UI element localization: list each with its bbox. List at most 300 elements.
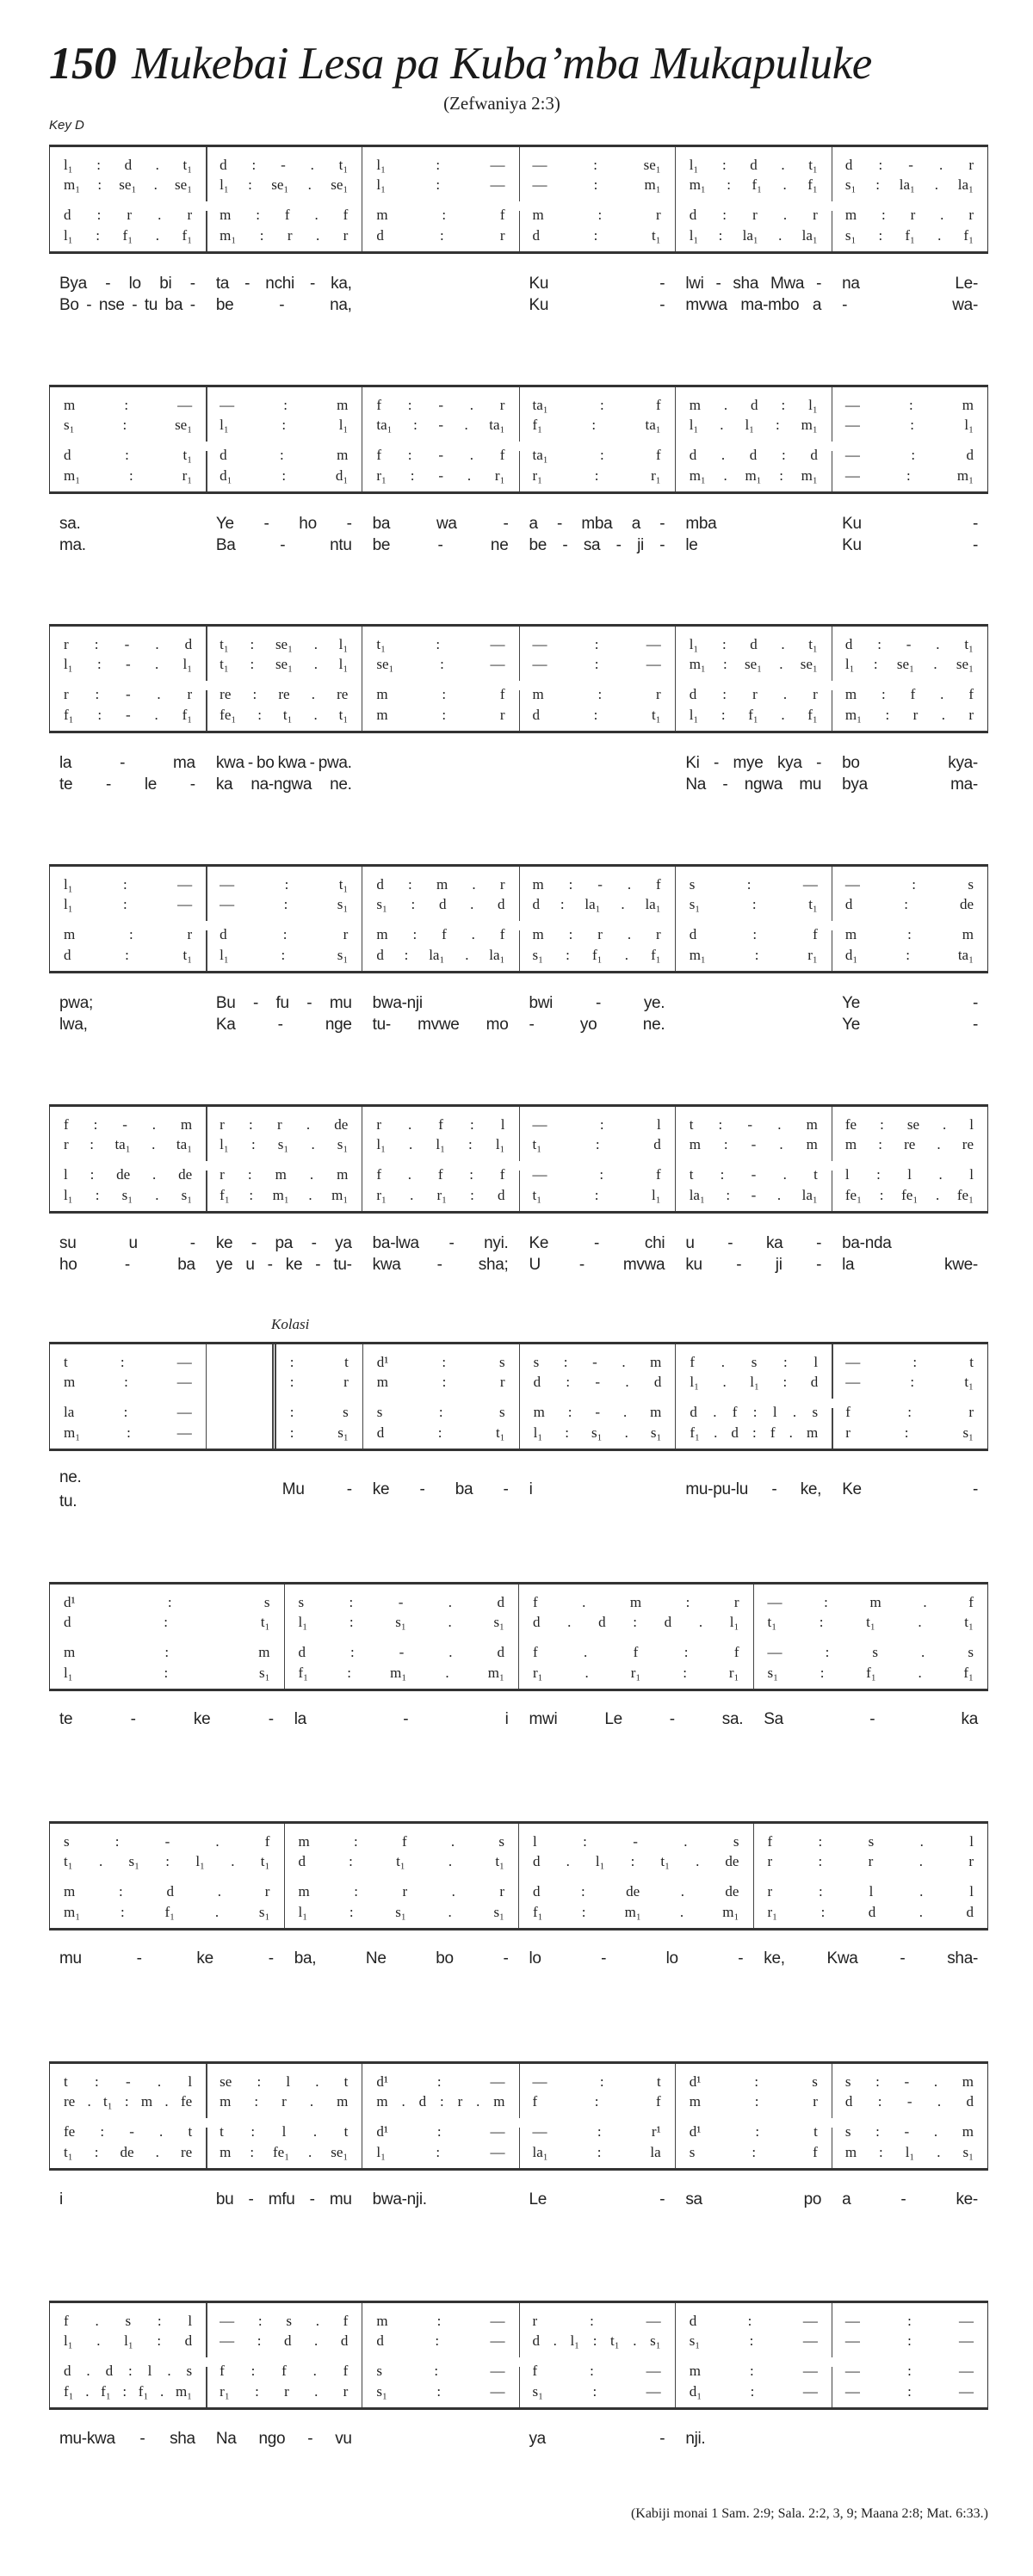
token: s₁ xyxy=(962,2144,974,2160)
token: a xyxy=(529,515,538,533)
token: d xyxy=(497,1594,504,1610)
token: t xyxy=(220,2123,224,2140)
token: ke, xyxy=(800,1480,822,1498)
token: : xyxy=(878,227,883,244)
token: d xyxy=(498,1187,505,1203)
token: l₁ xyxy=(64,1665,73,1681)
token: . xyxy=(918,1665,922,1681)
token: mu xyxy=(329,994,352,1012)
token: : xyxy=(599,1116,604,1133)
token: : xyxy=(410,467,415,484)
tenor-notes xyxy=(64,1643,270,1662)
measure-cell xyxy=(50,147,206,251)
measure-cell xyxy=(50,2303,206,2407)
lyric-segment xyxy=(206,1256,362,1277)
measure-cell xyxy=(50,867,206,971)
soprano-notes xyxy=(299,1593,505,1612)
token: . xyxy=(472,876,476,893)
token: . xyxy=(935,1187,940,1203)
token: Ku xyxy=(529,296,549,314)
lyric-line xyxy=(49,754,988,775)
token: . xyxy=(720,417,724,433)
token: - xyxy=(503,1480,509,1498)
token: s₁ xyxy=(650,1424,662,1441)
token: : xyxy=(599,1166,604,1183)
token: - xyxy=(659,2430,665,2448)
token: : xyxy=(129,467,133,484)
soprano-notes xyxy=(376,396,504,415)
token: f₁ xyxy=(101,2383,111,2400)
token: - xyxy=(592,1354,597,1370)
token: : xyxy=(907,2383,912,2400)
token: ba xyxy=(372,515,391,533)
token: : xyxy=(289,1424,294,1441)
token: de xyxy=(725,1853,739,1869)
token: r xyxy=(656,686,661,702)
token: ngwa xyxy=(744,775,782,794)
token: - xyxy=(268,1949,274,1968)
token: - xyxy=(601,1949,607,1968)
token: chi xyxy=(644,1234,665,1252)
token: ji xyxy=(775,1256,782,1274)
token: : xyxy=(468,1136,473,1152)
token: f xyxy=(845,1404,851,1420)
tenor-notes xyxy=(690,2122,818,2141)
token: : xyxy=(820,1665,825,1681)
token: i xyxy=(504,1710,509,1728)
lyric-segment xyxy=(518,2430,675,2451)
token: a xyxy=(812,296,822,314)
soprano-notes xyxy=(64,2073,192,2091)
alto-notes xyxy=(220,416,348,435)
tenor-notes xyxy=(376,2122,504,2141)
lyric-segment xyxy=(49,1949,284,1971)
lyric-segment xyxy=(753,1710,988,1732)
token: : xyxy=(750,2363,754,2379)
token: — xyxy=(959,2363,974,2379)
token: ke, xyxy=(764,1949,785,1968)
token: r xyxy=(343,926,349,942)
token: m xyxy=(337,1166,349,1183)
token: t xyxy=(343,2073,349,2090)
token: : xyxy=(247,1166,252,1183)
token: . xyxy=(314,2332,319,2349)
token: ta₁ xyxy=(645,417,661,433)
bass-notes xyxy=(64,1186,192,1205)
token: : xyxy=(907,2363,912,2379)
score-system xyxy=(49,145,988,318)
soprano-notes xyxy=(376,156,504,175)
tenor-notes xyxy=(845,1165,974,1184)
token: l₁ xyxy=(64,896,73,912)
token: d xyxy=(810,447,818,463)
alto-notes xyxy=(299,1613,505,1632)
token: bo xyxy=(436,1949,454,1968)
token: f xyxy=(732,1404,738,1420)
token: . xyxy=(315,2073,319,2090)
token: Na xyxy=(215,2430,237,2448)
token: t xyxy=(344,1354,349,1370)
token: : xyxy=(256,207,261,223)
notation-box xyxy=(49,864,988,973)
token: - xyxy=(842,296,848,314)
token: wa- xyxy=(952,296,978,314)
token: - xyxy=(438,467,443,484)
lyric-segment xyxy=(362,1234,519,1256)
tenor-notes xyxy=(376,1165,504,1184)
soprano-notes xyxy=(220,1115,348,1134)
token: d xyxy=(64,947,71,963)
token: m₁ xyxy=(801,417,818,433)
lyric-segment xyxy=(362,1496,519,1508)
lyric-segment xyxy=(832,515,988,536)
lyric-segment xyxy=(675,754,832,775)
tenor-notes xyxy=(690,1403,818,1422)
token: l₁ xyxy=(376,176,386,193)
token: m xyxy=(376,2093,388,2110)
token: r xyxy=(402,1883,408,1900)
alto-notes xyxy=(376,2332,504,2351)
token: : xyxy=(349,1904,354,1920)
lyric-segment xyxy=(362,2430,519,2451)
token: — xyxy=(532,2123,547,2140)
token: se xyxy=(906,1116,920,1133)
token: s₁ xyxy=(689,2332,701,2349)
token: l xyxy=(969,1116,974,1133)
measure-cell xyxy=(675,627,832,731)
token: f xyxy=(264,1833,270,1850)
alto-notes xyxy=(845,416,974,435)
token: se₁ xyxy=(376,656,394,672)
token: d xyxy=(653,1374,662,1390)
token: - xyxy=(438,417,443,433)
token: — xyxy=(844,2363,860,2379)
token: - xyxy=(557,515,563,533)
token: . xyxy=(633,2332,637,2349)
token: . xyxy=(722,1374,727,1390)
token: : xyxy=(567,1404,572,1420)
alto-notes xyxy=(845,1373,974,1392)
token: : xyxy=(752,1424,757,1441)
token: s₁ xyxy=(128,1853,140,1869)
token: s xyxy=(286,2313,292,2329)
token: ke xyxy=(215,1234,233,1252)
alto-notes xyxy=(768,1613,974,1632)
token: . xyxy=(789,1424,793,1441)
token: : xyxy=(820,1904,826,1920)
token: r xyxy=(968,707,974,723)
token: fe₁ xyxy=(220,707,237,723)
lyric-segment xyxy=(49,275,206,296)
token: - xyxy=(268,1710,274,1728)
token: . xyxy=(214,1904,220,1920)
token: — xyxy=(220,2332,235,2349)
lyric-segment xyxy=(362,754,519,775)
token: . xyxy=(919,1833,924,1850)
token: : xyxy=(593,157,597,173)
token: ye xyxy=(215,1256,233,1274)
lyric-segment xyxy=(272,1480,362,1498)
notation-box xyxy=(49,385,988,494)
token: - xyxy=(346,1480,352,1498)
token: t xyxy=(689,1166,694,1183)
token: — xyxy=(959,2313,974,2329)
token: r xyxy=(276,1116,282,1133)
token: Kwa xyxy=(826,1949,858,1968)
token: . xyxy=(312,2363,317,2379)
token: f₁ xyxy=(533,1904,543,1920)
token: . xyxy=(98,1853,103,1869)
token: r xyxy=(287,227,293,244)
token: f xyxy=(376,1166,382,1183)
token: s₁ xyxy=(689,896,701,912)
token: sha; xyxy=(478,1256,509,1274)
token: m xyxy=(962,2073,974,2090)
token: kwa xyxy=(215,754,244,772)
token: : xyxy=(723,656,727,672)
lyrics xyxy=(49,1234,988,1277)
token: — xyxy=(490,2073,505,2090)
token: : xyxy=(594,467,599,484)
token: m xyxy=(532,926,544,942)
soprano-notes xyxy=(64,635,192,654)
token: ka xyxy=(961,1710,978,1728)
token: — xyxy=(532,636,547,652)
token: . xyxy=(448,1594,453,1610)
token: d¹ xyxy=(376,2123,388,2140)
token: - xyxy=(751,1166,757,1183)
token: : xyxy=(819,1883,823,1900)
lyrics xyxy=(49,515,988,558)
bass-notes xyxy=(533,466,661,485)
measure-cell xyxy=(832,147,987,251)
token: s xyxy=(498,1354,505,1370)
token: — xyxy=(176,1374,192,1390)
soprano-notes xyxy=(376,875,504,894)
token: bo xyxy=(842,754,860,772)
token: ta₁ xyxy=(376,417,393,433)
score-system xyxy=(49,1821,988,1971)
alto-notes xyxy=(64,1852,270,1871)
token: . xyxy=(310,157,314,173)
token: f xyxy=(656,397,661,413)
soprano-notes xyxy=(64,875,192,894)
token: t₁ xyxy=(182,947,193,963)
measure-cell xyxy=(753,1824,988,1928)
tenor-notes xyxy=(220,1165,348,1184)
token: m xyxy=(376,707,388,723)
token: r xyxy=(499,1883,504,1900)
token: . xyxy=(448,1614,452,1630)
soprano-notes xyxy=(220,635,348,654)
token: - xyxy=(130,1710,136,1728)
token: : xyxy=(881,207,886,223)
token: - xyxy=(659,275,665,293)
token: m xyxy=(689,2363,701,2379)
token: l xyxy=(969,1883,974,1900)
token: : xyxy=(100,2123,105,2140)
token: . xyxy=(96,2332,101,2349)
measure-cell xyxy=(753,1585,988,1689)
token: : xyxy=(164,1644,170,1660)
lyric-line xyxy=(49,1256,988,1277)
token: : xyxy=(907,2313,912,2329)
token: : xyxy=(685,1594,690,1610)
lyric-segment: mba xyxy=(685,515,717,533)
token: l xyxy=(969,1166,974,1183)
token: r xyxy=(64,1136,69,1152)
token: . xyxy=(919,1883,924,1900)
token: : xyxy=(904,896,909,912)
token: : xyxy=(595,1136,600,1152)
token: s xyxy=(868,1833,875,1850)
token: d xyxy=(749,447,758,463)
token: ne. xyxy=(330,775,352,794)
lyric-segment xyxy=(362,1480,519,1498)
token: - xyxy=(906,2093,912,2110)
token: l xyxy=(286,2073,291,2090)
token: f xyxy=(64,2313,69,2329)
token: l xyxy=(281,2123,287,2140)
token: t₁ xyxy=(964,1374,974,1390)
token: : xyxy=(722,207,727,223)
measure-cell xyxy=(206,387,362,491)
token: ta₁ xyxy=(176,1136,193,1152)
token: r₁ xyxy=(494,467,505,484)
token: l xyxy=(188,2073,193,2090)
token: : xyxy=(630,1853,635,1869)
token: . xyxy=(217,1883,222,1900)
token: t₁ xyxy=(220,636,229,652)
token: s₁ xyxy=(258,1904,270,1920)
soprano-notes xyxy=(220,2073,348,2091)
token: t₁ xyxy=(610,2332,620,2349)
token: ne. xyxy=(642,1016,665,1034)
token: . xyxy=(621,896,625,912)
notation-box xyxy=(49,1104,988,1214)
tenor-notes xyxy=(220,685,348,704)
token: r xyxy=(284,2383,289,2400)
token: r¹ xyxy=(651,2123,661,2140)
token: s₁ xyxy=(395,1904,406,1920)
token: Mwa xyxy=(770,275,805,293)
token: ke xyxy=(196,1949,213,1968)
token: : xyxy=(94,2144,99,2160)
token: m xyxy=(650,1404,662,1420)
token: : xyxy=(249,1116,253,1133)
tenor-notes xyxy=(845,2122,974,2141)
token: s₁ xyxy=(376,896,387,912)
notation-box xyxy=(49,624,988,733)
lyric-segment: le xyxy=(685,536,698,554)
lyric-segment xyxy=(362,1016,519,1037)
token: — xyxy=(532,2073,547,2090)
lyric-segment xyxy=(675,994,832,1016)
token: : xyxy=(120,1904,125,1920)
alto-notes xyxy=(64,1373,192,1392)
token: re xyxy=(904,1136,916,1152)
lyric-segment xyxy=(832,1016,988,1037)
soprano-notes xyxy=(533,1115,661,1134)
lyric-line xyxy=(49,2190,988,2212)
token: lwi xyxy=(685,275,704,293)
token: : xyxy=(250,2144,255,2160)
token: — xyxy=(490,2144,505,2160)
token: - xyxy=(125,707,131,723)
token: : xyxy=(124,397,129,413)
token: m xyxy=(376,2313,388,2329)
token: d xyxy=(689,447,697,463)
token: pwa. xyxy=(318,754,352,772)
token: — xyxy=(845,1374,861,1390)
token: : xyxy=(906,467,911,484)
token: d xyxy=(298,1644,306,1660)
token: l₁ xyxy=(220,176,229,193)
token: f₁ xyxy=(298,1665,309,1681)
measure-cell xyxy=(675,2303,832,2407)
token: ya xyxy=(529,2430,546,2448)
token: f xyxy=(767,1833,773,1850)
tenor-notes xyxy=(690,925,818,944)
lyric-segment xyxy=(206,296,362,318)
token: f xyxy=(655,876,661,893)
token: . xyxy=(155,636,159,652)
token: . xyxy=(314,2383,319,2400)
lyric-segment xyxy=(832,994,988,1016)
token: Bya xyxy=(59,275,87,293)
token: — xyxy=(646,636,661,652)
tenor-notes xyxy=(220,206,348,225)
token: : xyxy=(819,1614,824,1630)
token: : xyxy=(283,896,288,912)
token: . xyxy=(451,1883,455,1900)
token: f xyxy=(499,207,505,223)
token: d₁ xyxy=(220,467,232,484)
token: se₁ xyxy=(275,636,294,652)
token: m₁ xyxy=(624,1904,641,1920)
lyric-segment xyxy=(362,1256,519,1277)
token: s xyxy=(498,1404,505,1420)
token: d xyxy=(844,157,853,173)
tenor-notes xyxy=(845,2362,974,2381)
bass-notes xyxy=(768,1903,974,1922)
token: — xyxy=(490,2383,505,2400)
token: sa xyxy=(583,536,601,554)
token: l xyxy=(772,1404,777,1420)
token: fe xyxy=(180,2093,193,2110)
token: ma xyxy=(173,754,195,772)
token: m₁ xyxy=(220,227,237,244)
token: s₁ xyxy=(395,1614,406,1630)
token: - xyxy=(132,296,138,314)
token: s₁ xyxy=(337,947,349,963)
token: : xyxy=(289,1354,294,1370)
alto-notes xyxy=(533,416,661,435)
measure-cell xyxy=(519,2064,675,2168)
measure-cell xyxy=(362,867,518,971)
hymn-title xyxy=(49,38,872,90)
token: ke xyxy=(285,1256,303,1274)
lyric-segment xyxy=(518,296,675,318)
token: m xyxy=(962,926,974,942)
token: ye. xyxy=(643,994,665,1012)
lyric-segment: lwa, xyxy=(59,1016,88,1034)
token: m xyxy=(376,686,388,702)
token: - xyxy=(908,157,913,173)
token: f₁ xyxy=(651,947,661,963)
token: d xyxy=(220,926,227,942)
token: t₁ xyxy=(282,707,293,723)
